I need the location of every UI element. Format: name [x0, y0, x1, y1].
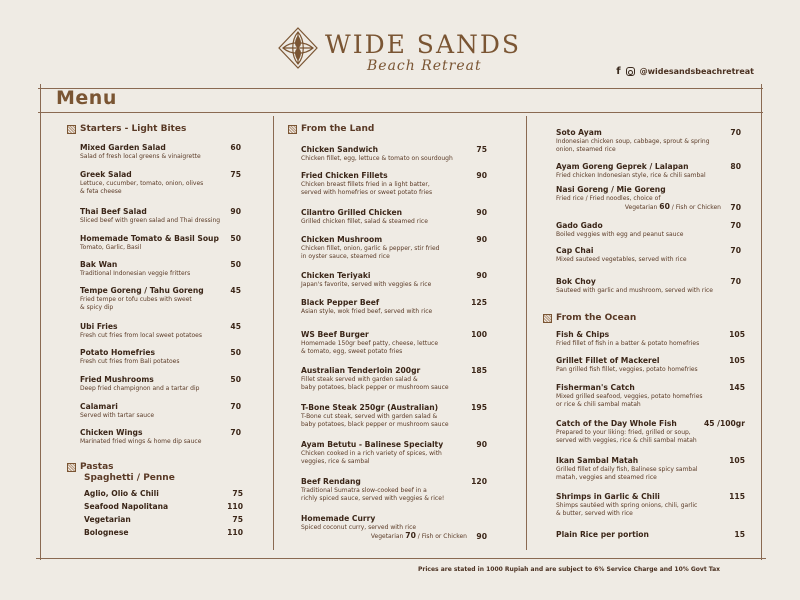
menu-item: [80, 375, 240, 393]
menu-item: [556, 221, 736, 239]
item-name: Fisherman's Catch: [556, 383, 635, 392]
item-description: Fried chicken Indonesian style, rice & chili sambal: [556, 172, 706, 179]
item-description: Fried rice / Fried noodles, choice of: [556, 195, 661, 202]
frame-line: [40, 84, 41, 560]
item-price: 90: [476, 440, 487, 449]
column-divider: [273, 116, 274, 550]
menu-item: [301, 271, 471, 289]
item-description: Mixed grilled seafood, veggies, potato homefries or rice & chili sambal matah: [556, 393, 703, 408]
item-name: Chicken Wings: [80, 428, 143, 437]
item-name: Calamari: [80, 402, 118, 411]
menu-item: [556, 492, 741, 518]
item-price: 70: [230, 402, 241, 411]
veg-label: Vegetarian: [624, 204, 658, 211]
section-title-text: Pastas: [80, 462, 114, 472]
item-price: 90: [476, 532, 487, 541]
item-price: 60: [230, 143, 241, 152]
menu-item: [80, 402, 240, 420]
item-name: Chicken Mushroom: [301, 235, 383, 244]
menu-item: [84, 502, 224, 512]
item-name: Bak Wan: [80, 260, 118, 269]
section-title-land: [288, 124, 374, 134]
item-price: 115: [729, 492, 745, 501]
menu-item: [301, 171, 471, 197]
item-description: Spiced coconut curry, served with rice: [301, 524, 417, 531]
item-price: 185: [471, 366, 487, 375]
item-price: 45 /100gr: [703, 419, 745, 428]
item-price: 100: [471, 330, 487, 339]
menu-item: [556, 383, 741, 409]
item-description: Chicken fillet, egg, lettuce & tomato on sourdough: [301, 155, 453, 162]
item-name: Bolognese: [84, 528, 129, 537]
item-name: Black Pepper Beef: [301, 298, 380, 307]
menu-item: [556, 530, 741, 540]
item-description: Sauteed with garlic and mushroom, served with rice: [556, 287, 713, 294]
menu-item: [301, 514, 471, 541]
menu-item: [80, 286, 240, 312]
menu-item: [84, 528, 224, 538]
item-name: Ikan Sambal Matah: [556, 456, 639, 465]
menu-item: [80, 348, 240, 366]
item-price: 50: [230, 348, 241, 357]
item-description: Homemade 150gr beef patty, cheese, lettuce & tomato, egg, sweet potato fries: [301, 340, 439, 355]
item-description: Marinated fried wings & home dip sauce: [80, 438, 202, 445]
item-price: 70: [730, 203, 741, 212]
item-name: Vegetarian: [84, 515, 131, 524]
menu-item: [301, 145, 471, 163]
menu-item: [301, 477, 471, 503]
item-name: Ayam Betutu - Balinese Specialty: [301, 440, 444, 449]
menu-item: [301, 208, 471, 226]
social-links: [616, 66, 754, 77]
menu-item: [80, 234, 240, 252]
item-name: Grillet Fillet of Mackerel: [556, 356, 660, 365]
item-name: Thai Beef Salad: [80, 207, 147, 216]
logo: [277, 26, 537, 76]
item-description: Boiled veggies with egg and peanut sauce: [556, 231, 684, 238]
alt-label: / Fish or Chicken: [417, 533, 467, 540]
item-description: Fresh cut fries from local sweet potatoes: [80, 332, 202, 339]
item-price: 70: [230, 428, 241, 437]
leaf-logo-icon: [277, 26, 319, 70]
item-price: 80: [730, 162, 741, 171]
menu-item: [84, 489, 224, 499]
alt-label: / Fish or Chicken: [671, 204, 721, 211]
item-description: Sliced beef with green salad and Thai dressing: [80, 217, 221, 224]
item-name: Fried Chicken Fillets: [301, 171, 388, 180]
frame-line: [38, 88, 763, 89]
item-description: Prepared to your liking: fried, grilled or soup, served with veggies, rice & chili sambal matah: [556, 429, 697, 444]
item-name: Homemade Tomato & Basil Soup: [80, 234, 219, 243]
item-name: Potato Homefries: [80, 348, 155, 357]
facebook-icon[interactable]: f: [616, 66, 621, 77]
item-name: Australian Tenderloin 200gr: [301, 366, 421, 375]
item-description: Grilled fillet of daily fish, Balinese spicy sambal matah, veggies and steamed rice: [556, 466, 698, 481]
item-description: Lettuce, cucumber, tomato, onion, olives & feta cheese: [80, 180, 204, 195]
frame-line: [36, 558, 766, 559]
menu-item: [301, 235, 471, 261]
item-description: Indonesian chicken soup, cabbage, sprout & spring onion, steamed rice: [556, 138, 710, 153]
social-handle[interactable]: @widesandsbeachretreat: [639, 67, 754, 76]
item-description: Fried tempe or tofu cubes with sweet & spicy dip: [80, 296, 192, 311]
item-description: Salad of fresh local greens & vinaigrette: [80, 153, 201, 160]
veg-price: 70: [405, 531, 416, 540]
item-description: Served with tartar sauce: [80, 412, 155, 419]
section-title-pastas: [67, 462, 114, 472]
item-price: 75: [232, 515, 243, 524]
pattern-icon: [288, 125, 297, 134]
item-price: 90: [476, 208, 487, 217]
section-subtitle-text: Spaghetti / Penne: [84, 473, 175, 483]
item-description: Deep fried champignon and a tartar dip: [80, 385, 200, 392]
pattern-icon: [543, 314, 552, 323]
item-name: Plain Rice per portion: [556, 530, 649, 539]
item-name: Gado Gado: [556, 221, 603, 230]
menu-item: [80, 428, 240, 446]
veg-label: Vegetarian: [370, 533, 404, 540]
menu-item: [556, 277, 736, 295]
section-title-starters: [67, 124, 186, 134]
section-title-text: From the Ocean: [556, 313, 637, 323]
item-price: 105: [729, 456, 745, 465]
item-name: Nasi Goreng / Mie Goreng: [556, 185, 666, 194]
veg-price: 60: [659, 202, 670, 211]
item-description: Fried fillet of fish in a batter & potato homefries: [556, 340, 700, 347]
item-price: 75: [232, 489, 243, 498]
item-name: Ubi Fries: [80, 322, 118, 331]
section-title-text: Starters - Light Bites: [80, 124, 187, 134]
item-price-options: [301, 532, 471, 541]
menu-item: [84, 515, 224, 525]
menu-title: Menu: [56, 87, 117, 109]
menu-item: [556, 330, 741, 348]
section-title-text: From the Land: [301, 124, 375, 134]
item-price: 50: [230, 234, 241, 243]
item-price: 45: [230, 286, 241, 295]
item-price: 70: [730, 246, 741, 255]
menu-item: [556, 185, 736, 212]
item-name: Shrimps in Garlic & Chili: [556, 492, 660, 501]
item-price: 90: [476, 171, 487, 180]
item-description: Pan grilled fish fillet, veggies, potato homefries: [556, 366, 698, 373]
item-name: T-Bone Steak 250gr (Australian): [301, 403, 439, 412]
item-description: Chicken breast fillets fried in a light batter, served with homefries or sweet potato fries: [301, 181, 433, 196]
item-price: 75: [230, 170, 241, 179]
item-name: Bok Choy: [556, 277, 596, 286]
section-title-ocean: [543, 313, 636, 323]
item-name: Mixed Garden Salad: [80, 143, 166, 152]
item-price: 90: [476, 235, 487, 244]
item-price: 195: [471, 403, 487, 412]
item-name: Seafood Napolitana: [84, 502, 169, 511]
item-price: 70: [730, 128, 741, 137]
item-name: WS Beef Burger: [301, 330, 369, 339]
menu-item: [301, 330, 471, 356]
item-price: 50: [230, 375, 241, 384]
menu-item: [301, 403, 471, 429]
item-price: 70: [730, 277, 741, 286]
item-description: Traditional Sumatra slow-cooked beef in a richly spiced sauce, served with veggies & rice!: [301, 487, 445, 502]
item-price: 110: [227, 502, 243, 511]
frame-line: [761, 84, 762, 560]
item-name: Chicken Teriyaki: [301, 271, 371, 280]
item-description: T-Bone cut steak, served with garden salad & baby potatoes, black pepper or mushroom sauce: [301, 413, 449, 428]
pattern-icon: [67, 125, 76, 134]
item-description: Traditional Indonesian veggie fritters: [80, 270, 191, 277]
item-price: 15: [734, 530, 745, 539]
item-price: 110: [227, 528, 243, 537]
menu-item: [80, 143, 240, 161]
item-description: Chicken cooked in a rich variety of spices, with veggies, rice & sambal: [301, 450, 442, 465]
item-name: Tempe Goreng / Tahu Goreng: [80, 286, 204, 295]
item-description: Fillet steak served with garden salad & baby potatoes, black pepper or mushroom sauce: [301, 376, 449, 391]
menu-item: [556, 356, 741, 374]
item-description: Grilled chicken fillet, salad & steamed rice: [301, 218, 428, 225]
item-price: 90: [230, 207, 241, 216]
footer-note: Prices are stated in 1000 Rupiah and are subject to 6% Service Charge and 10% Govt Tax: [418, 566, 721, 573]
item-price: 105: [729, 356, 745, 365]
item-description: Tomato, Garlic, Basil: [80, 244, 142, 251]
item-price-options: [556, 203, 736, 212]
item-name: Catch of the Day Whole Fish: [556, 419, 677, 428]
item-price: 75: [476, 145, 487, 154]
item-name: Aglio, Olio & Chili: [84, 489, 159, 498]
item-description: Chicken fillet, onion, garlic & pepper, stir fried in oyster sauce, steamed rice: [301, 245, 440, 260]
menu-item: [301, 440, 471, 466]
section-subtitle-pastas: [84, 473, 175, 483]
pattern-icon: [67, 463, 76, 472]
item-name: Homemade Curry: [301, 514, 376, 523]
item-name: Chicken Sandwich: [301, 145, 379, 154]
item-name: Cilantro Grilled Chicken: [301, 208, 403, 217]
item-price: 45: [230, 322, 241, 331]
item-price: 90: [476, 271, 487, 280]
menu-item: [80, 322, 240, 340]
frame-line: [38, 112, 763, 113]
item-price: 105: [729, 330, 745, 339]
item-name: Fried Mushrooms: [80, 375, 154, 384]
brand-subtitle: Beach Retreat: [367, 58, 482, 74]
instagram-icon[interactable]: [626, 67, 635, 76]
menu-item: [80, 260, 240, 278]
item-price: 145: [729, 383, 745, 392]
item-name: Fish & Chips: [556, 330, 610, 339]
menu-item: [301, 298, 471, 316]
item-description: Japan's favorite, served with veggies & rice: [301, 281, 432, 288]
menu-item: [556, 456, 741, 482]
item-description: Fresh cut fries from Bali potatoes: [80, 358, 180, 365]
item-name: Ayam Goreng Geprek / Lalapan: [556, 162, 689, 171]
item-description: Asian style, wok fried beef, served with rice: [301, 308, 433, 315]
menu-item: [80, 207, 240, 225]
item-name: Beef Rendang: [301, 477, 361, 486]
menu-item: [556, 162, 736, 180]
item-name: Cap Chai: [556, 246, 594, 255]
item-price: 50: [230, 260, 241, 269]
header: [0, 0, 800, 88]
column-divider: [526, 116, 527, 550]
item-price: 125: [471, 298, 487, 307]
item-price: 70: [730, 221, 741, 230]
item-name: Greek Salad: [80, 170, 132, 179]
menu-item: [556, 128, 736, 154]
menu-item: [556, 246, 736, 264]
brand-name: WIDE SANDS: [325, 30, 522, 59]
item-description: Shimps sautéed with spring onions, chili, garlic & butter, served with rice: [556, 502, 698, 517]
item-name: Soto Ayam: [556, 128, 602, 137]
menu-item: [301, 366, 471, 392]
item-description: Mixed sauteed vegetables, served with rice: [556, 256, 687, 263]
item-price: 120: [471, 477, 487, 486]
menu-item: [80, 170, 240, 196]
